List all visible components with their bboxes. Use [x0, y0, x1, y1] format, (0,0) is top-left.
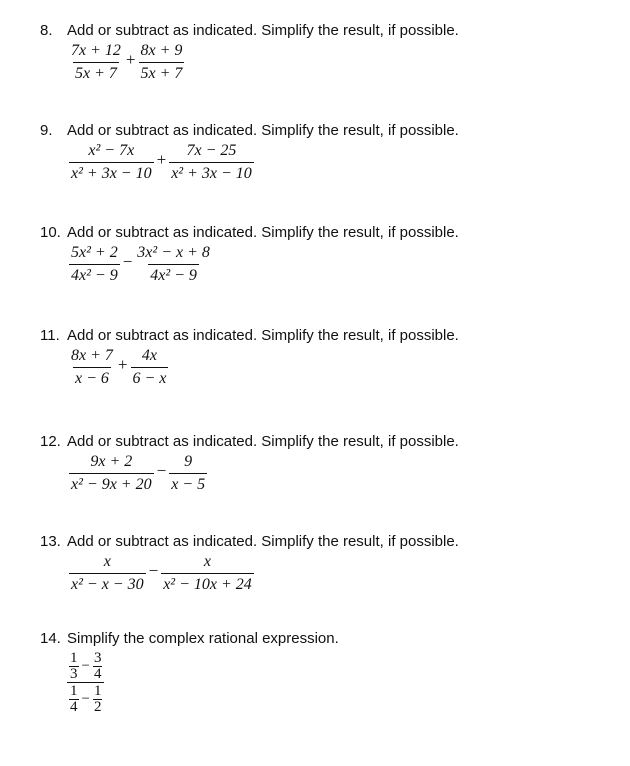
numerator: 5x² + 2	[71, 244, 118, 261]
operator: +	[125, 49, 136, 69]
problem-prompt	[40, 432, 600, 452]
fraction-2	[133, 244, 214, 285]
denominator: 4	[70, 699, 78, 715]
denominator: x² + 3x − 10	[169, 162, 254, 183]
problem-number: 9.	[40, 122, 53, 139]
denominator: 5x + 7	[139, 62, 185, 83]
problem-14	[40, 629, 600, 714]
problem-8	[40, 21, 600, 83]
fraction-2	[167, 142, 256, 183]
problem-11	[40, 326, 600, 388]
complex-denominator	[67, 682, 104, 714]
problem-10	[40, 223, 600, 285]
fraction-2	[137, 42, 187, 83]
problem-number: 12.	[40, 433, 61, 450]
operator: −	[81, 657, 90, 674]
numerator: 1	[93, 683, 102, 699]
denominator: 4	[93, 666, 102, 682]
problem-prompt	[40, 629, 600, 649]
problem-12	[40, 432, 600, 494]
fraction-1	[67, 42, 125, 83]
numerator: 1	[70, 650, 78, 666]
operator: +	[156, 149, 167, 169]
operator: −	[148, 560, 159, 580]
fraction-a	[67, 684, 81, 714]
fraction-2	[167, 453, 209, 494]
expression	[67, 42, 600, 83]
complex-fraction	[67, 651, 104, 714]
problem-number: 8.	[40, 22, 53, 39]
fraction-1	[67, 347, 117, 388]
fraction-1	[67, 453, 156, 494]
denominator: 4x² − 9	[69, 264, 120, 285]
problem-number: 13.	[40, 533, 61, 550]
fraction-1	[67, 553, 148, 594]
numerator: 1	[70, 683, 78, 699]
denominator: x − 5	[169, 473, 207, 494]
complex-numerator	[67, 651, 104, 682]
problem-number: 10.	[40, 224, 61, 241]
problem-9	[40, 121, 600, 183]
numerator: 7x − 25	[186, 142, 237, 159]
numerator: x	[103, 553, 111, 570]
denominator: 5x + 7	[73, 62, 119, 83]
numerator: 4x	[141, 347, 157, 364]
problem-instruction: Simplify the complex rational expression.	[67, 630, 339, 647]
problem-instruction: Add or subtract as indicated. Simplify the result, if possible.	[67, 327, 459, 344]
operator: −	[122, 251, 133, 271]
expression	[67, 244, 600, 285]
problem-instruction: Add or subtract as indicated. Simplify the result, if possible.	[67, 122, 459, 139]
fraction-a	[67, 651, 81, 681]
numerator: 8x + 9	[140, 42, 183, 59]
denominator: 6 − x	[131, 367, 169, 388]
fraction-2	[129, 347, 171, 388]
denominator: x² − 9x + 20	[69, 473, 154, 494]
problem-prompt	[40, 121, 600, 141]
fraction-1	[67, 244, 122, 285]
numerator: x	[203, 553, 212, 570]
problem-number: 11.	[40, 327, 60, 344]
denominator: x² − x − 30	[69, 573, 146, 594]
operator: −	[156, 460, 167, 480]
operator: +	[117, 354, 128, 374]
expression	[67, 347, 600, 388]
problem-instruction: Add or subtract as indicated. Simplify the result, if possible.	[67, 433, 459, 450]
fraction-b	[91, 684, 105, 714]
fraction-1	[67, 142, 156, 183]
denominator: x − 6	[73, 367, 111, 388]
fraction-b	[91, 651, 105, 681]
complex-expression	[67, 651, 600, 714]
numerator: 7x + 12	[71, 42, 121, 59]
problem-13	[40, 532, 600, 594]
denominator: x² − 10x + 24	[161, 573, 254, 594]
problem-prompt	[40, 326, 600, 346]
numerator: 3x² − x + 8	[137, 244, 210, 261]
expression	[67, 453, 600, 494]
numerator: 8x + 7	[71, 347, 113, 364]
numerator: 9x + 2	[90, 453, 133, 470]
denominator: 2	[93, 699, 102, 715]
numerator: x² − 7x	[88, 142, 135, 159]
problem-instruction: Add or subtract as indicated. Simplify the result, if possible.	[67, 224, 459, 241]
denominator: x² + 3x − 10	[69, 162, 154, 183]
operator: −	[81, 690, 90, 707]
numerator: 3	[93, 650, 102, 666]
problem-prompt	[40, 532, 600, 552]
problem-number: 14.	[40, 630, 61, 647]
problem-instruction: Add or subtract as indicated. Simplify the result, if possible.	[67, 533, 459, 550]
expression	[67, 142, 600, 183]
numerator: 9	[184, 453, 193, 470]
problem-instruction: Add or subtract as indicated. Simplify the result, if possible.	[67, 22, 459, 39]
denominator: 3	[70, 666, 78, 682]
expression	[67, 553, 600, 594]
problem-prompt	[40, 21, 600, 41]
problem-prompt	[40, 223, 600, 243]
denominator: 4x² − 9	[148, 264, 199, 285]
fraction-2	[159, 553, 256, 594]
